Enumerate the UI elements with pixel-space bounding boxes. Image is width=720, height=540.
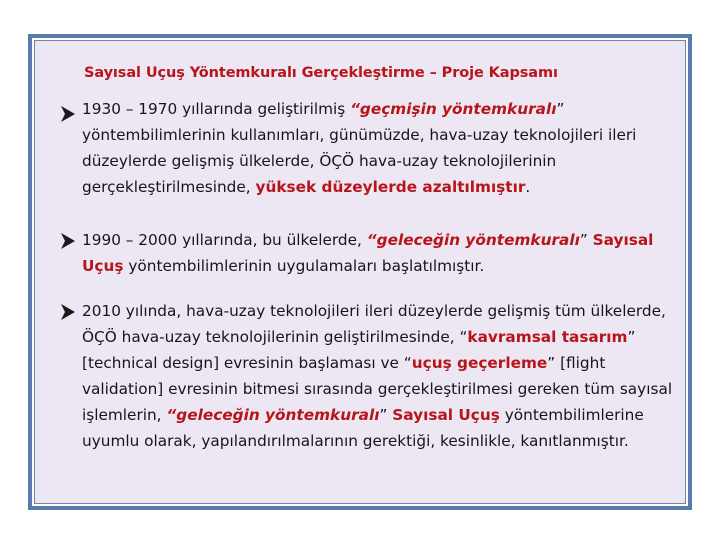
item-3-text-b: ” [technical design] evresinin başlaması ve “	[82, 328, 636, 372]
item-1-text-c: .	[525, 178, 531, 196]
item-3-highlight-numerical-flight: Sayısal Uçuş	[392, 406, 500, 424]
item-3-text-d: ”	[379, 406, 393, 424]
item-3-text-e: yöntembilimlerine uyumlu olarak, yapılandırılmalarının gerektiği, kesinlikle, kanıtlanmıştır.	[82, 406, 644, 450]
arrowhead-bullet-icon	[60, 303, 76, 321]
item-3-text-c: ” [flight validation] evresinin bitmesi sırasında gerçekleştirilmesi gereken tüm sayısal işlemlerin,	[82, 354, 673, 424]
bullet-item-2	[82, 227, 687, 279]
item-3-highlight-conceptual-design: kavramsal tasarım	[467, 328, 628, 346]
item-2-highlight-numerical-flight: Sayısal Uçuş	[82, 231, 654, 275]
item-3-highlight-future-rule: “geleceğin yöntemkuralı	[166, 406, 380, 424]
bullet-item-1	[82, 96, 687, 200]
item-1-text-b: ” yöntembilimlerinin kullanımları, günümüzde, hava-uzay teknolojileri ileri düzeylerde gelişmiş ülkelerde, ÖÇÖ hava-uzay teknolojilerinin gerçekleştirilmesinde,	[82, 100, 637, 196]
item-2-text-b: ”	[579, 231, 593, 249]
slide-title: Sayısal Uçuş Yöntemkuralı Gerçekleştirme – Proje Kapsamı	[84, 65, 558, 81]
arrowhead-bullet-icon	[60, 232, 76, 250]
item-2-text-a: 1990 – 2000 yıllarında, bu ülkelerde,	[82, 231, 367, 249]
item-1-highlight-past-rule: “geçmişin yöntemkuralı	[350, 100, 557, 118]
item-3-text-a: 2010 yılında, hava-uzay teknolojileri ileri düzeylerde gelişmiş tüm ülkelerde, ÖÇÖ hava-uzay teknolojilerinin geliştirilmesinde, “	[82, 302, 666, 346]
bullet-item-3	[82, 298, 687, 454]
item-1-text-a: 1930 – 1970 yıllarında geliştirilmiş	[82, 100, 351, 118]
arrowhead-bullet-icon	[60, 105, 76, 123]
item-1-highlight-reduced: yüksek düzeylerde azaltılmıştır	[255, 178, 526, 196]
item-2-highlight-future-rule: “geleceğin yöntemkuralı	[366, 231, 580, 249]
item-2-text-c: yöntembilimlerinin uygulamaları başlatılmıştır.	[123, 257, 485, 275]
item-3-highlight-flight-validation: uçuş geçerleme	[411, 354, 548, 372]
